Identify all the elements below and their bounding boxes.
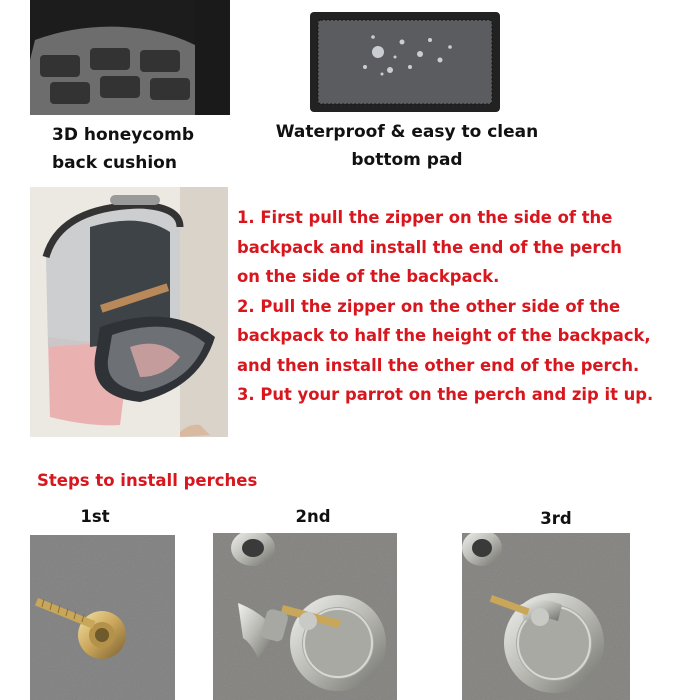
instruction-line: and then install the other end of the perch. [237, 355, 640, 375]
steps-title: Steps to install perches [37, 471, 258, 490]
pad-caption-line1: Waterproof & easy to clean [275, 122, 539, 142]
instruction-line: 3. Put your parrot on the perch and zip it up. [237, 385, 654, 404]
instruction-line: 2. Pull the zipper on the other side of the [237, 296, 621, 316]
step-3-photo [462, 533, 630, 700]
pad-caption [272, 118, 542, 174]
backpack-perch-photo [30, 187, 228, 437]
instruction-line: backpack to half the height of the backpack, [237, 326, 651, 345]
install-instructions [237, 203, 653, 410]
step-1-photo [30, 535, 175, 700]
bottom-pad-photo [310, 12, 500, 112]
cushion-caption-line1: 3D honeycomb [52, 125, 194, 145]
instruction-line: backpack and install the end of the perch [237, 237, 622, 257]
step-2-photo [213, 533, 397, 700]
instruction-line: on the side of the backpack. [237, 267, 500, 286]
cushion-caption-line2: back cushion [52, 153, 177, 173]
instruction-line: 1. First pull the zipper on the side of the [237, 208, 613, 227]
pad-caption-line2: bottom pad [351, 150, 463, 170]
step-label-1st: 1st [80, 507, 110, 526]
step-label-2nd: 2nd [295, 507, 331, 526]
step-label-3rd: 3rd [540, 509, 572, 528]
back-cushion-photo [30, 0, 230, 115]
cushion-caption [52, 121, 194, 177]
